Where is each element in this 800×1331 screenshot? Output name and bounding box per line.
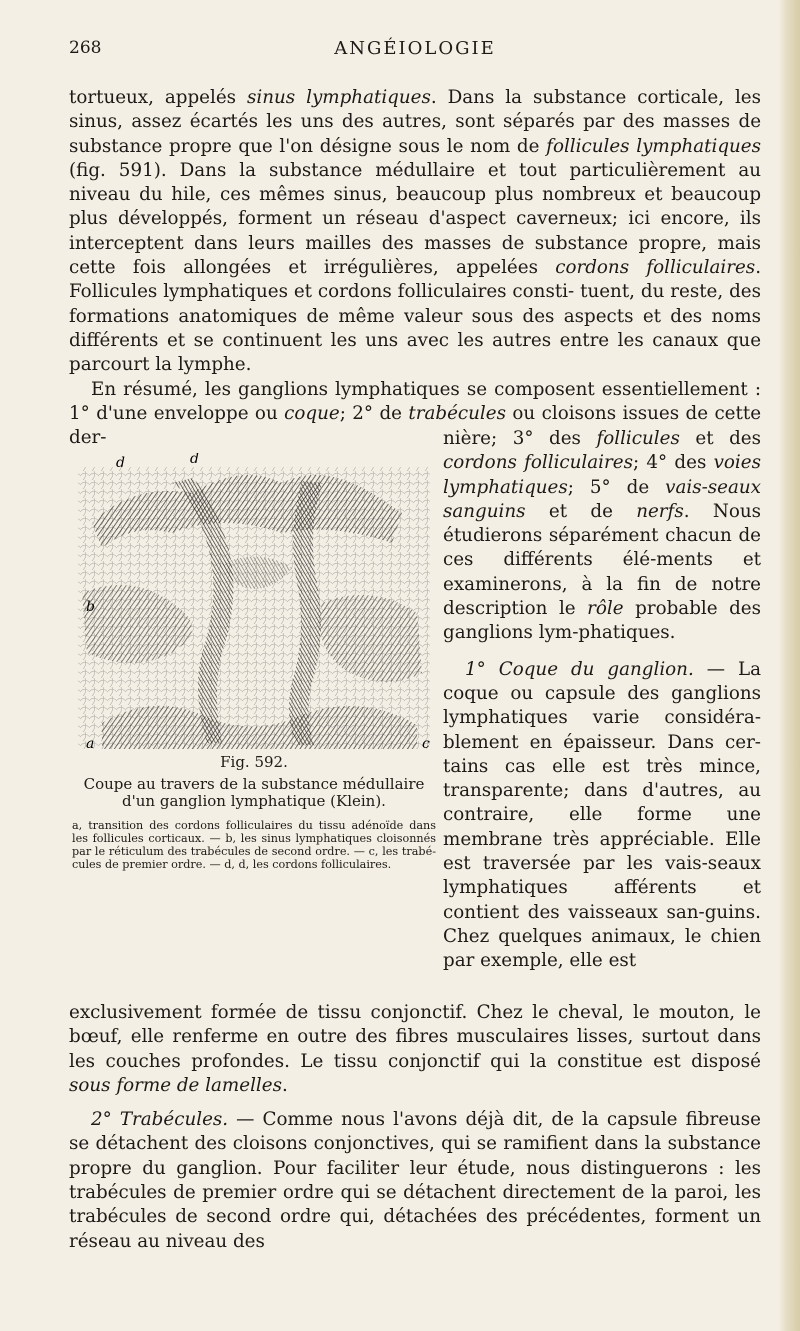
text-run: tortueux, appelés <box>69 87 237 108</box>
text-run: — La coque ou capsule des ganglions lymphatiques varie considéra-blement en épaisseur. Dans cer-tains cas elle est très mince, transparente; dans d'autres, au contraire, elle forme une membrane très appréciable. Elle est traversée par les vais-seaux lymphatiques afférents et contient des vaisseaux san-guins. Chez quelques animaux, le chien par exemple, elle est <box>443 658 761 972</box>
label-c: c <box>422 736 430 752</box>
lymph-node-section-illustration <box>72 453 436 753</box>
section-heading-trabecules: 2° Trabécules. <box>91 1109 229 1131</box>
label-b: b <box>86 599 95 615</box>
figure-reference: (fig. 591). <box>69 159 167 181</box>
term-cordons-folliculaires: cordons folliculaires <box>555 257 756 279</box>
paragraph-1 <box>69 86 761 450</box>
term-trabecules: trabécules <box>408 402 506 424</box>
side-paragraph-2 <box>443 658 761 974</box>
section-heading-coque: 1° Coque du ganglion. <box>465 658 694 680</box>
term-coque: coque <box>284 402 340 424</box>
label-d1: d <box>116 455 125 471</box>
text-run: que parcourt la lymphe. <box>69 329 762 376</box>
term-role: rôle <box>587 598 624 620</box>
page-header <box>69 38 761 68</box>
term-follicules: follicules <box>596 428 680 449</box>
text-run: propre que l'on désigne sous le nom de <box>169 135 540 157</box>
text-run: tuent, du reste, des formations anatomiques de même valeur sous des aspects <box>69 281 761 327</box>
side-paragraph-1 <box>443 427 761 646</box>
text-run: et des <box>695 428 761 449</box>
text-run: et de <box>548 500 613 522</box>
paragraph-1-text <box>69 86 761 378</box>
side-column <box>443 427 761 974</box>
paragraph-4 <box>69 1108 761 1254</box>
term-vaisseaux-sanguins: vais-seaux sanguins <box>443 476 761 522</box>
text-run: ; 4° des <box>632 452 707 474</box>
figure-legend: a, transition des cordons folliculaires du tissu adénoïde dans les follicules corticaux. — b, les sinus lymphatiques cloisonnés par le réticulum des trabécules de second ordre. — c, les trabé-cules de premier ordre. — d, d, les cordons folliculaires. <box>72 819 436 871</box>
text-run: et des noms différents et se continuent les uns avec les autres entre les canaux <box>69 305 761 351</box>
text-run: ; 5° de <box>567 476 650 498</box>
text-run: assez écartés les uns des autres, sont séparés par des masses de substance <box>69 111 762 157</box>
page-number: 268 <box>69 38 102 58</box>
text-run: 1° d'une enveloppe ou <box>69 402 278 424</box>
running-title: ANGÉIOLOGIE <box>334 38 496 59</box>
text-run: nière; 3° des <box>443 428 581 449</box>
label-a: a <box>86 736 95 752</box>
text-run: — Comme nous l'avons déjà dit, de la capsule fibreuse se détachent des cloisons conjonctives, qui se ramifient dans la substance propre du ganglion. Pour faciliter leur étude, nous distinguerons : les trabécules de premier ordre qui se détachent directement de la paroi, les trabécules de second ordre qui, détachées des précédentes, forment un réseau au niveau des <box>69 1109 762 1252</box>
text-run: ou cloisons issues de cette der- <box>69 402 762 449</box>
term-sous-forme-de-lamelles: sous forme de lamelles <box>69 1074 282 1096</box>
bottom-text <box>69 1001 761 1254</box>
figure-title: Coupe au travers de la substance médullaire d'un ganglion lymphatique (Klein). <box>83 775 425 810</box>
term-sinus-lymphatiques: sinus lymphatiques <box>247 87 431 108</box>
text-run: . Dans la substance corticale, les sinus, <box>69 87 761 133</box>
text-run: . <box>281 1074 288 1096</box>
term-voies-lymphatiques: voies lymphatiques <box>443 452 761 498</box>
label-d2: d <box>190 453 199 467</box>
text-run: probable des ganglions lym-phatiques. <box>443 598 762 644</box>
text-run: Dans la substance médullaire et tout particulièrement au niveau du hile, ces <box>69 159 761 206</box>
figure-number: Fig. 592. <box>220 753 288 771</box>
term-follicules-lymphatiques: follicules lymphatiques <box>546 135 761 157</box>
paragraph-3 <box>69 1001 761 1098</box>
text-run: exclusivement formée de tissu conjonctif. Chez le cheval, le mouton, le bœuf, elle renferme en outre des fibres musculaires lisses, surtout dans les couches profondes. Le tissu conjonctif qui la constitue est disposé <box>69 1002 761 1072</box>
text-run: En résumé, les ganglions lymphatiques se composent essentiellement : <box>91 378 761 400</box>
text-run: mêmes sinus, beaucoup plus nombreux et beaucoup plus développés, forment <box>69 184 762 230</box>
text-run: . Nous étudierons séparément chacun de ces différents élé-ments et examinerons, à la fin de notre description le <box>443 500 761 620</box>
text-run: . Follicules lymphatiques et cordons folliculaires consti- <box>69 257 762 303</box>
figure-592 <box>72 453 436 871</box>
text-run: ; 2° de <box>339 402 402 424</box>
text-run: masses de substance propre, mais cette fois allongées et irrégulières, appelées <box>69 232 761 279</box>
text-run: un réseau d'aspect caverneux; ici encore, ils interceptent dans leurs mailles des <box>69 208 761 254</box>
term-nerfs: nerfs <box>636 500 684 522</box>
term-cordons-folliculaires: cordons folliculaires <box>443 452 633 474</box>
figure-caption <box>72 753 436 810</box>
